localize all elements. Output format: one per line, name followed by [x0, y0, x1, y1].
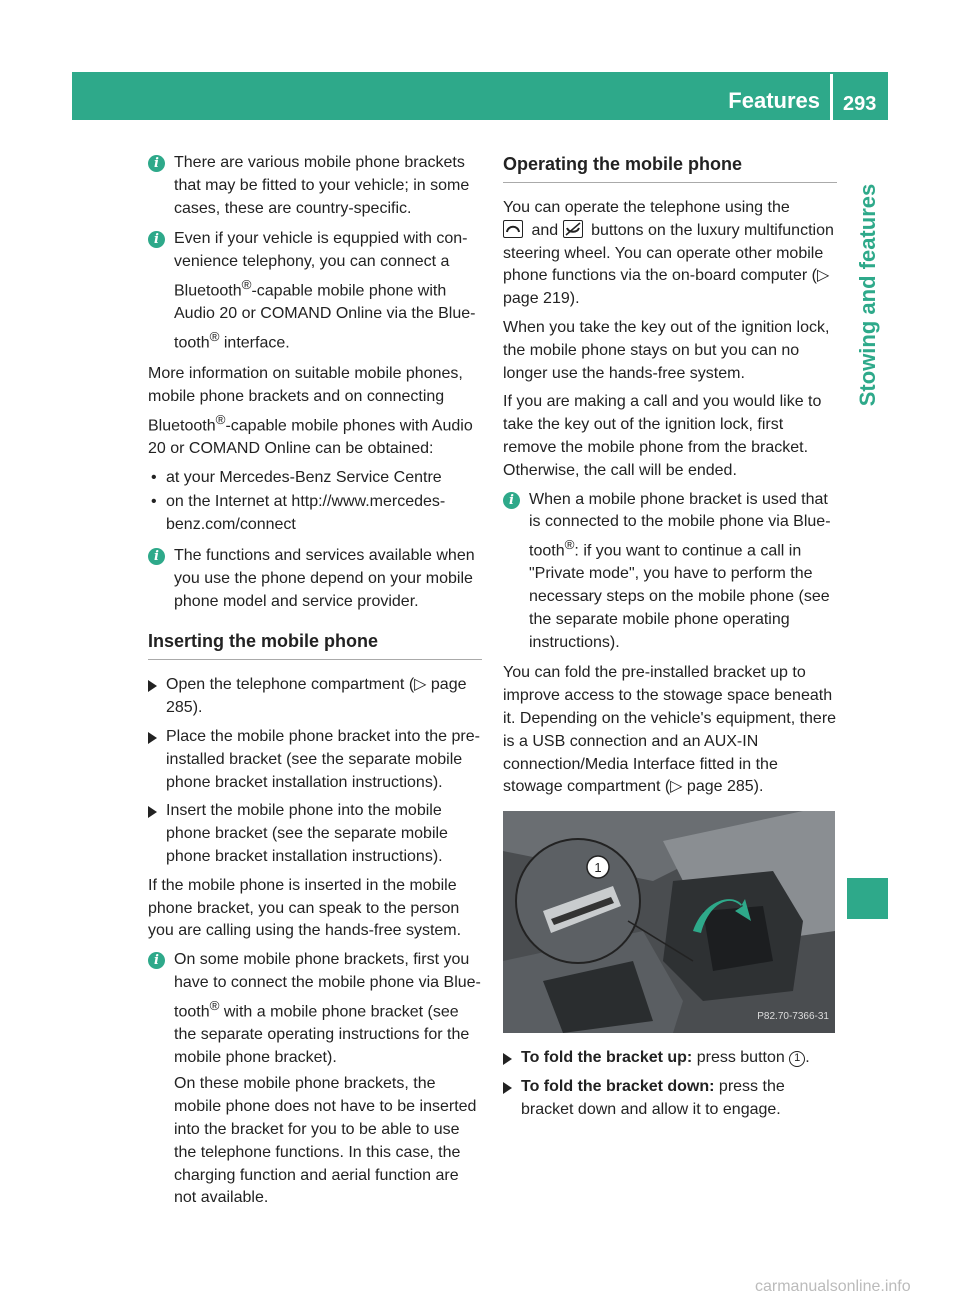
- step-arrow-icon: [503, 1053, 512, 1065]
- info-icon: i: [148, 231, 165, 248]
- list-item: • on the Internet at http://www.mercedes-benz.com/connect: [151, 493, 446, 534]
- right-column: [503, 152, 837, 1128]
- info-icon: i: [148, 548, 165, 565]
- side-tab-label: Stowing and features: [855, 183, 880, 407]
- step-item: Open the telephone compartment (▷ page 285).: [148, 674, 482, 720]
- step-arrow-icon: [148, 680, 157, 692]
- info-note: [148, 545, 482, 613]
- info-icon: i: [503, 492, 520, 509]
- step-arrow-icon: [503, 1082, 512, 1094]
- info-icon: i: [148, 155, 165, 172]
- note-text: Even if your vehicle is equppied with convenience telephony, you can connect a Bluetooth®-capable mobile phone with Audio 20 or COMAND Online via the Bluetooth® interface.: [174, 230, 476, 352]
- note-text: The functions and services available when you use the phone depend on your mobile phone model and service provider.: [174, 546, 475, 610]
- step-item: Place the mobile phone bracket into the pre-installed bracket (see the separate mobile phone bracket installation instructions).: [148, 726, 482, 794]
- paragraph: When you take the key out of the ignition lock, the mobile phone stays on but you can no longer use the hands-free system.: [503, 318, 830, 382]
- step-arrow-icon: [148, 732, 157, 744]
- paragraph: If the mobile phone is inserted in the mobile phone bracket, you can speak to the person you are calling using the hands-free system.: [148, 876, 462, 940]
- list-item: • at your Mercedes-Benz Service Centre: [151, 468, 442, 486]
- info-note: [148, 152, 482, 220]
- bullet-list: [148, 467, 482, 537]
- page-number: 293: [843, 93, 877, 115]
- callout-number: 1: [789, 1051, 805, 1067]
- note-text: On some mobile phone brackets, first you have to connect the mobile phone via Bluetooth® with a mobile phone bracket (see the separate operating instructions for the mobile phone bracket).: [174, 951, 481, 1066]
- section-heading: Inserting the mobile phone: [148, 629, 482, 660]
- paragraph: If you are making a call and you would like to take the key out of the ignition lock, first remove the mobile phone from the bracket. Otherwise, the call will be ended.: [503, 393, 822, 479]
- note-text: On these mobile phone brackets, the mobile phone does not have to be inserted into the bracket for you to be able to use the telephone functions. In this case, the charging function and aerial function are not available.: [174, 1075, 477, 1207]
- note-text: When a mobile phone bracket is used that is connected to the mobile phone via Bluetooth®: if you want to continue a call in "Private mode", you have to perform the necessary steps on the mobile phone (see the separate mobile phone operating instructions).: [529, 490, 831, 651]
- paragraph: More information on suitable mobile phones, mobile phone brackets and on connecting Bluetooth®-capable mobile phones with Audio 20 or COMAND Online can be obtained:: [148, 365, 473, 457]
- info-icon: i: [148, 952, 165, 969]
- header-divider: [830, 74, 833, 120]
- header-title: Features: [728, 88, 820, 113]
- step-item: Insert the mobile phone into the mobile phone bracket (see the separate mobile phone bracket installation instructions).: [148, 800, 482, 868]
- paragraph: You can fold the pre-installed bracket up to improve access to the stowage space beneath it. Depending on the vehicle's equipment, there is a USB connection and an AUX-IN connection/Media Interface fitted in the stowage compartment (▷ page 285).: [503, 664, 837, 796]
- paragraph: You can operate the telephone using the and buttons on the luxury multifunction steering wheel. You can operate other mobile phone functions via the on-board computer (▷ page 219).: [503, 199, 834, 308]
- figure-callout: 1: [594, 860, 602, 876]
- info-note: [148, 949, 482, 1210]
- step-item: To fold the bracket up: press button 1 .: [503, 1047, 837, 1070]
- note-text: There are various mobile phone brackets that may be fitted to your vehicle; in some cases, these are country-specific.: [174, 154, 470, 217]
- phone-hangup-icon: [563, 220, 583, 238]
- info-note: [148, 228, 482, 355]
- step-arrow-icon: [148, 806, 157, 818]
- phone-accept-icon: [503, 220, 523, 238]
- step-item: To fold the bracket down: press the bracket down and allow it to engage.: [503, 1076, 837, 1122]
- info-note: [503, 489, 837, 655]
- left-column: [148, 152, 482, 1218]
- side-tab-marker: [847, 878, 888, 919]
- section-heading: Operating the mobile phone: [503, 152, 837, 183]
- footer-watermark: carmanualsonline.info: [755, 1278, 911, 1295]
- bracket-photo: [503, 811, 835, 1033]
- figure-code: P82.70-7366-31: [757, 1011, 829, 1023]
- bracket-illustration: [503, 811, 835, 1033]
